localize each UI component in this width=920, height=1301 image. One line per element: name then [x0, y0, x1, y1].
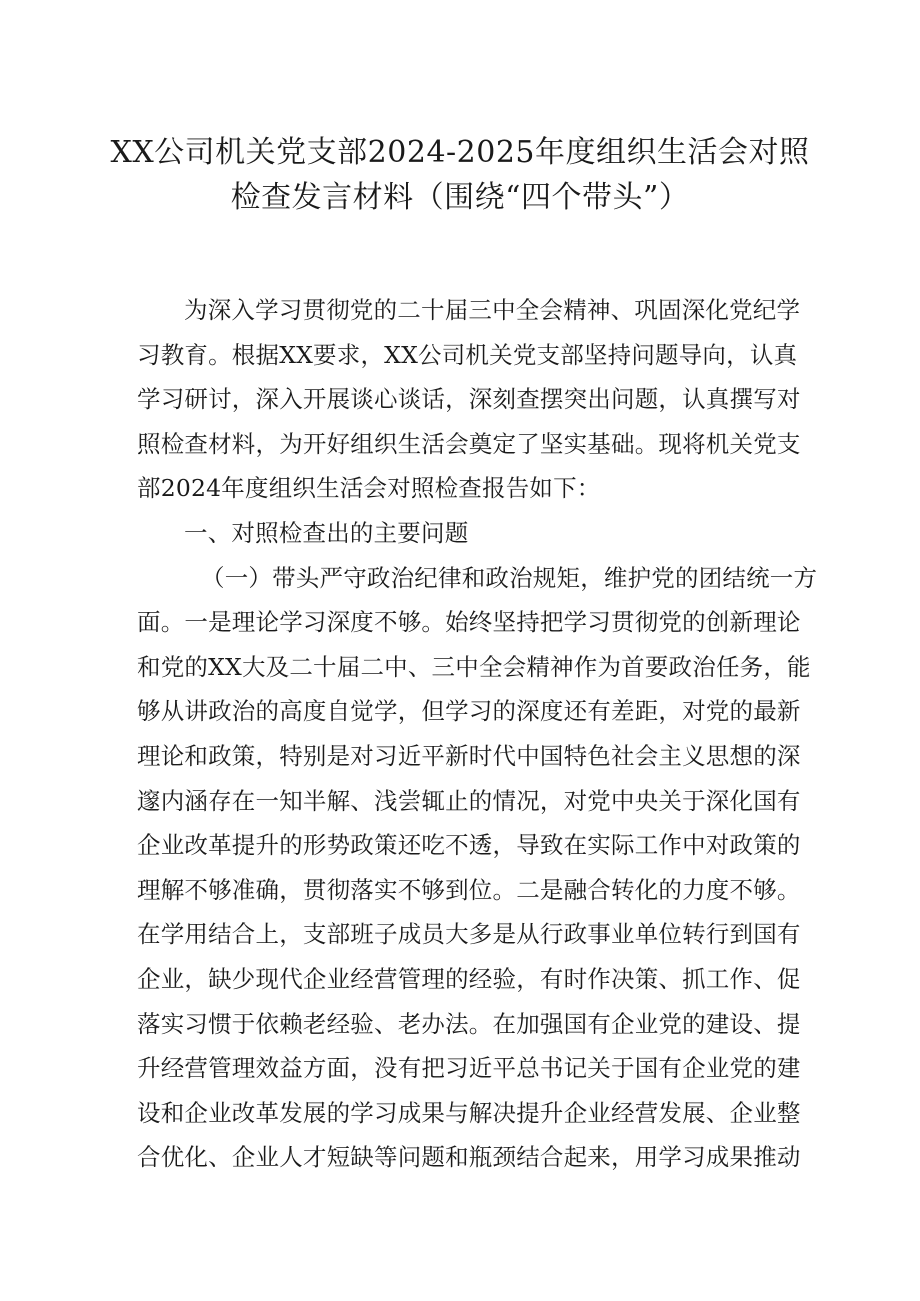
- subsection-paragraph-line: 面。一是理论学习深度不够。始终坚持把学习贯彻党的创新理论: [137, 608, 801, 637]
- subsection-paragraph-line: 邃内涵存在一知半解、浅尝辄止的情况，对党中央关于深化国有: [137, 786, 801, 815]
- subsection-paragraph-line: 落实习惯于依赖老经验、老办法。在加强国有企业党的建设、提: [137, 1009, 801, 1038]
- intro-paragraph-line: 学习研讨，深入开展谈心谈话，深刻查摆突出问题，认真撰写对: [137, 385, 801, 414]
- subsection-paragraph-line: 升经营管理效益方面，没有把习近平总书记关于国有企业党的建: [137, 1054, 801, 1083]
- subsection-paragraph-line: 企业，缺少现代企业经营管理的经验，有时作决策、抓工作、促: [137, 964, 801, 993]
- document-title-line-2: 检查发言材料（围绕“四个带头”）: [230, 180, 690, 215]
- subsection-paragraph-line: 和党的XX大及二十届二中、三中全会精神作为首要政治任务，能: [137, 652, 811, 681]
- subsection-paragraph-line: 合优化、企业人才短缺等问题和瓶颈结合起来，用学习成果推动: [137, 1143, 801, 1172]
- section-heading: 一、对照检查出的主要问题: [184, 518, 469, 547]
- document-body: [137, 288, 818, 1180]
- subsection-paragraph-line: 在学用结合上，支部班子成员大多是从行政事业单位转行到国有: [137, 920, 801, 949]
- subsection-paragraph-line: 理解不够准确，贯彻落实不够到位。二是融合转化的力度不够。: [137, 875, 801, 904]
- intro-paragraph-line: 为深入学习贯彻党的二十届三中全会精神、巩固深化党纪学: [184, 296, 801, 324]
- subsection-paragraph-line: 企业改革提升的形势政策还吃不透，导致在实际工作中对政策的: [137, 831, 801, 860]
- intro-paragraph-line: 部2024年度组织生活会对照检查报告如下：: [137, 474, 601, 503]
- subsection-paragraph-line: 理论和政策，特别是对习近平新时代中国特色社会主义思想的深: [137, 741, 801, 770]
- subsection-paragraph-line: （一）带头严守政治纪律和政治规矩，维护党的团结统一方: [201, 563, 818, 592]
- intro-paragraph-line: 照检查材料，为开好组织生活会奠定了坚实基础。现将机关党支: [137, 429, 801, 458]
- subsection-paragraph-line: 设和企业改革发展的学习成果与解决提升企业经营发展、企业整: [137, 1098, 801, 1127]
- intro-paragraph-line: 习教育。根据XX要求，XX公司机关党支部坚持问题导向，认真: [137, 340, 798, 369]
- subsection-paragraph-line: 够从讲政治的高度自觉学，但学习的深度还有差距，对党的最新: [137, 697, 801, 726]
- document-title-line-1: XX公司机关党支部2024-2025年度组织生活会对照: [110, 135, 810, 170]
